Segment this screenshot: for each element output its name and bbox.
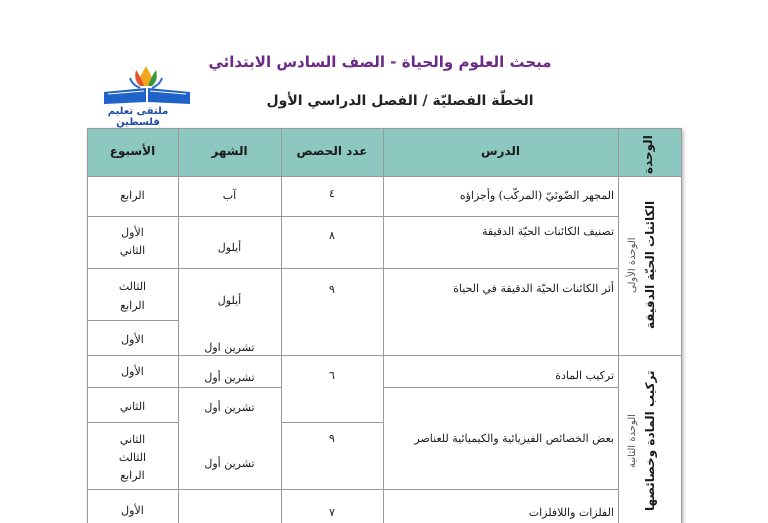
month-value: آب [222, 189, 237, 202]
unit-subtitle: الوحدة الأولى [627, 237, 638, 293]
month-value: تشرين اول [204, 341, 255, 354]
month-value: أيلول [217, 294, 242, 307]
lesson-name: الفلزات واللافلزات [528, 506, 614, 519]
week-value: الأول [121, 365, 144, 378]
periods-count: ٩ [329, 283, 335, 296]
month-value: تشرين أول [204, 401, 255, 414]
week-value: الثاني [119, 400, 146, 413]
week-value: الرابع [120, 469, 145, 482]
week-value: الأول [121, 333, 144, 346]
week-value: الرابع [120, 189, 145, 202]
periods-count: ٧ [329, 506, 335, 519]
unit-cell [618, 176, 681, 355]
week-value: الأول [121, 226, 144, 239]
week-value: الرابع [120, 299, 145, 312]
month-column-header: الشهر [211, 144, 248, 158]
lesson-name: تصنيف الكائنات الحيّة الدقيقة [482, 225, 614, 238]
page-subtitle: الخطّة الفصليّة / الفصل الدراسي الأول [266, 93, 534, 109]
week-value: الأول [121, 504, 144, 517]
lesson-name: أثر الكائنات الحيّة الدقيقة في الحياة [453, 282, 614, 295]
periods-count: ٤ [329, 187, 335, 200]
month-value: تشرين أول [204, 457, 255, 470]
periods-column-header: عدد الحصص [296, 144, 368, 158]
lesson-name: تركيب المادة [555, 369, 614, 382]
week-value: الثاني [119, 244, 146, 257]
lesson-name: المجهر الضّوئيّ (المركّب) وأجزاؤه [459, 189, 614, 202]
periods-count: ٨ [329, 229, 335, 242]
month-value: تشرين أول [204, 371, 255, 384]
periods-count: ٩ [329, 432, 335, 445]
periods-count: ٦ [329, 369, 335, 382]
month-value: أيلول [217, 241, 242, 254]
unit-column-header: الوحدة [641, 135, 655, 174]
week-column-header: الأسبوع [109, 144, 156, 158]
week-value: الثاني [119, 433, 146, 446]
lesson-name: بعض الخصائص الفيزيائية والكيميائية للعناصر [414, 432, 614, 445]
unit-title: تركيب المادة وخصائصها [643, 370, 657, 512]
unit-subtitle: الوحدة الثانية [627, 414, 638, 468]
unit-title: الكائنات الحيّة الدقيقة [643, 200, 657, 330]
week-value: الثالث [118, 451, 147, 464]
page-title: مبحث العلوم والحياة - الصف السادس الابتدائي [208, 53, 552, 71]
logo-text: ملتقى تعليم فلسطين [107, 106, 169, 128]
lesson-column-header: الدرس [480, 144, 521, 158]
week-value: الثالث [118, 280, 147, 293]
unit-cell [618, 356, 681, 523]
